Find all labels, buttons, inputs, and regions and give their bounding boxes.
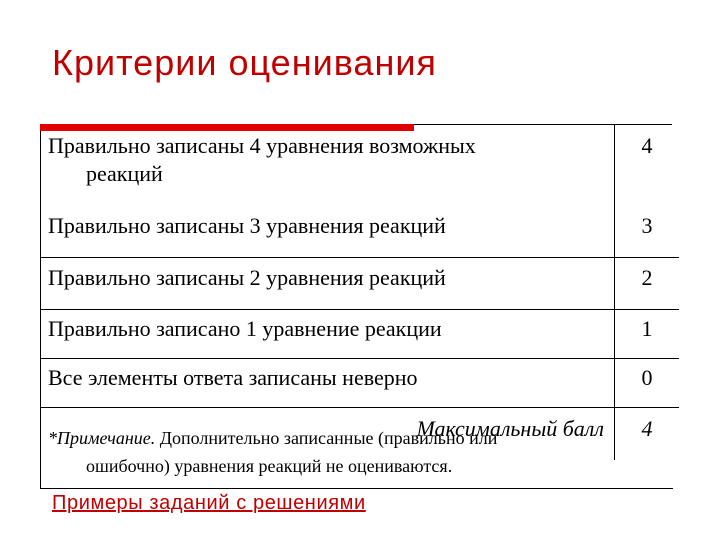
- table-row: [40, 124, 679, 207]
- max-score-label: Максимальный балл: [40, 408, 615, 461]
- criterion-points: 4: [615, 124, 680, 207]
- criterion-description: Правильно записаны 2 уравнения реакций: [40, 258, 615, 310]
- table-row: [40, 359, 679, 408]
- page-title: Критерии оценивания: [52, 42, 437, 83]
- criteria-table: [40, 124, 679, 460]
- footnote-label: *Примечание.: [48, 428, 156, 448]
- criterion-points: 3: [615, 207, 680, 258]
- max-score-value: 4: [615, 408, 680, 461]
- criterion-description: Правильно записано 1 уравнение реакции: [40, 310, 615, 359]
- criterion-line-2: реакций: [86, 161, 163, 186]
- criterion-points: 1: [615, 310, 680, 359]
- criterion-points: 2: [615, 258, 680, 310]
- criterion-points: 0: [615, 359, 680, 408]
- criterion-description: [40, 124, 615, 207]
- examples-link[interactable]: Примеры заданий с решениями: [52, 492, 366, 514]
- criterion-description: Все элементы ответа записаны неверно: [40, 359, 615, 408]
- table-row: [40, 310, 679, 359]
- table-row: [40, 207, 679, 258]
- table-row: [40, 258, 679, 310]
- criterion-line-1: Правильно записаны 4 уравнения возможных: [48, 133, 476, 158]
- criterion-description: Правильно записаны 3 уравнения реакций: [48, 213, 446, 238]
- footnote-text-line-2: ошибочно) уравнения реакций не оцениваются.: [86, 456, 453, 476]
- footnote: [48, 424, 668, 480]
- footnote-text-line-1: Дополнительно записанные (правильно или: [159, 428, 498, 448]
